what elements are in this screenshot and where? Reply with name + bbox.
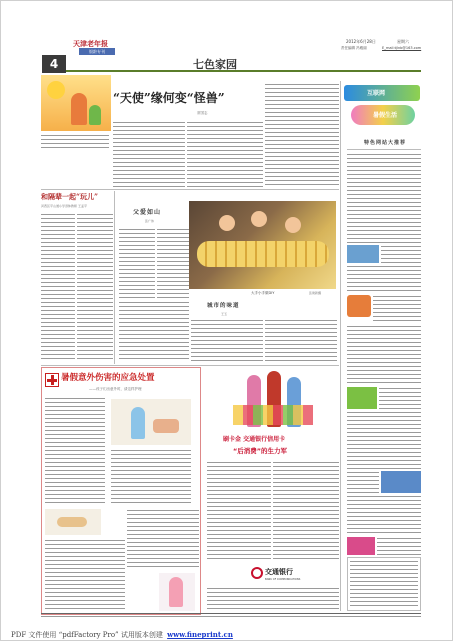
bottom-rule bbox=[41, 613, 421, 614]
right-col-text-8 bbox=[347, 471, 379, 493]
right-col-rule bbox=[347, 149, 421, 150]
right-col-text-4 bbox=[373, 295, 421, 323]
left-article-title: 和隔辈一起“玩儿” bbox=[41, 192, 99, 201]
lead-article-col-3 bbox=[265, 83, 339, 187]
right-col-text-1 bbox=[347, 153, 421, 243]
divider-h-1 bbox=[41, 189, 339, 190]
bank-brand-english: BANK OF COMMUNICATIONS bbox=[265, 578, 301, 581]
photo-credit: 张建新摄 bbox=[309, 291, 322, 295]
left-article-col-1 bbox=[41, 213, 75, 361]
child-figure bbox=[89, 105, 101, 125]
diy-dragon-photo bbox=[189, 201, 336, 289]
poem1-lines-1 bbox=[119, 228, 155, 298]
grandma-figure bbox=[71, 93, 87, 125]
poem2-lines-1 bbox=[191, 319, 263, 363]
child-face-1 bbox=[219, 215, 235, 231]
bank-ad-headline-2: “后消费”的生力军 bbox=[233, 447, 288, 455]
left-article-subtitle: 河西区平山道小学退休教师 王孟平 bbox=[41, 204, 87, 208]
section-title: 七色家园 bbox=[193, 58, 237, 71]
lead-article-byline: 常国志 bbox=[197, 111, 208, 115]
right-col-text-3 bbox=[347, 265, 421, 293]
injury-col-2 bbox=[111, 449, 191, 505]
bandage-shape bbox=[57, 517, 87, 527]
lead-illustration bbox=[41, 75, 111, 131]
right-col-text-7 bbox=[347, 411, 421, 469]
website-thumb-1 bbox=[347, 245, 379, 263]
poem1-lines-3 bbox=[119, 301, 189, 361]
weekday: 星期六 bbox=[397, 39, 409, 44]
poem2-byline: 王玉 bbox=[221, 312, 228, 316]
poem2-title: 城市的味道 bbox=[207, 303, 240, 309]
right-col-text-10 bbox=[377, 537, 421, 555]
website-thumb-5 bbox=[347, 537, 375, 555]
injury-col-4 bbox=[127, 509, 199, 569]
red-cross-h bbox=[47, 379, 57, 382]
bank-logo-icon bbox=[251, 567, 263, 579]
section-tag: 银龄专刊 bbox=[79, 48, 115, 55]
lead-article-col-1 bbox=[113, 121, 185, 187]
recommend-box-title: 特色网站大推荐 bbox=[363, 140, 406, 146]
left-article-col-2 bbox=[77, 213, 113, 361]
poem1-title: 父爱如山 bbox=[133, 209, 162, 216]
bank-ad-col-1 bbox=[207, 461, 271, 561]
poem1-lines-2 bbox=[157, 228, 189, 298]
child-face-2 bbox=[251, 211, 267, 227]
lead-article-caption-lines bbox=[41, 134, 109, 148]
right-col-text-9 bbox=[347, 495, 421, 535]
right-col-text-2 bbox=[381, 245, 421, 263]
internet-logo-text: 互联网 bbox=[367, 90, 386, 97]
shopping-bags bbox=[233, 405, 313, 425]
child-face-3 bbox=[285, 217, 301, 233]
bank-ad-headline-1: 刷卡金 交通银行信用卡 bbox=[223, 436, 286, 443]
date-line: 2012年6月28日 bbox=[346, 39, 376, 44]
website-thumb-4 bbox=[381, 471, 421, 493]
injury-col-1 bbox=[45, 397, 105, 505]
injury-col-3 bbox=[45, 539, 125, 611]
red-cross-icon bbox=[45, 373, 59, 387]
poem1-byline: 张广伟 bbox=[145, 219, 155, 223]
doctor-figure bbox=[169, 577, 183, 607]
nurse-figure bbox=[131, 407, 145, 439]
email-line: E_mail:tjlnb@163.com bbox=[382, 46, 422, 50]
summer-life-text: 暑假生活 bbox=[372, 112, 397, 119]
website-thumb-3 bbox=[347, 387, 377, 409]
right-col-text-5 bbox=[347, 325, 421, 385]
poem2-lines-2 bbox=[265, 319, 337, 363]
pdf-footer-text: PDF 文件使用 “pdfFactory Pro” 试用版本创建 bbox=[11, 631, 163, 639]
injury-illustration-1 bbox=[111, 399, 191, 445]
injury-illustration-2 bbox=[45, 509, 101, 535]
patient-figure bbox=[153, 419, 179, 433]
page-number: 4 bbox=[42, 55, 66, 73]
photo-caption: 大手小手做DIY bbox=[251, 291, 275, 295]
injury-feature-title: 暑假意外伤害的应急处置 bbox=[61, 373, 155, 383]
bottom-address-strip bbox=[41, 615, 421, 620]
right-col-footer-text bbox=[350, 560, 418, 608]
divider-v-1 bbox=[340, 81, 341, 611]
bank-brand-name: 交通银行 bbox=[265, 568, 293, 576]
bank-ad-col-2 bbox=[273, 461, 339, 561]
sun-shape bbox=[47, 81, 65, 99]
divider-v-2 bbox=[114, 191, 115, 364]
pdf-footer-link[interactable]: www.fineprint.cn bbox=[167, 630, 233, 639]
website-thumb-2 bbox=[347, 295, 371, 317]
right-col-text-6 bbox=[379, 387, 421, 409]
injury-illustration-3 bbox=[159, 573, 195, 611]
divider-h-2 bbox=[41, 365, 339, 366]
injury-feature-subtitle: ——孩子们出意外时，请这样护理 bbox=[89, 387, 142, 391]
editor-line: 责任编辑 冯雅丽 bbox=[341, 46, 367, 50]
lead-article-title: “天使”缘何变“怪兽” bbox=[113, 91, 225, 105]
paper-dragon bbox=[197, 241, 329, 267]
paper-logo: 天津老年报 bbox=[73, 39, 108, 48]
bank-ad-footnote bbox=[207, 587, 339, 611]
pdf-footer bbox=[1, 627, 453, 641]
shopping-women-photo bbox=[207, 369, 339, 431]
lead-article-col-2 bbox=[187, 121, 263, 187]
